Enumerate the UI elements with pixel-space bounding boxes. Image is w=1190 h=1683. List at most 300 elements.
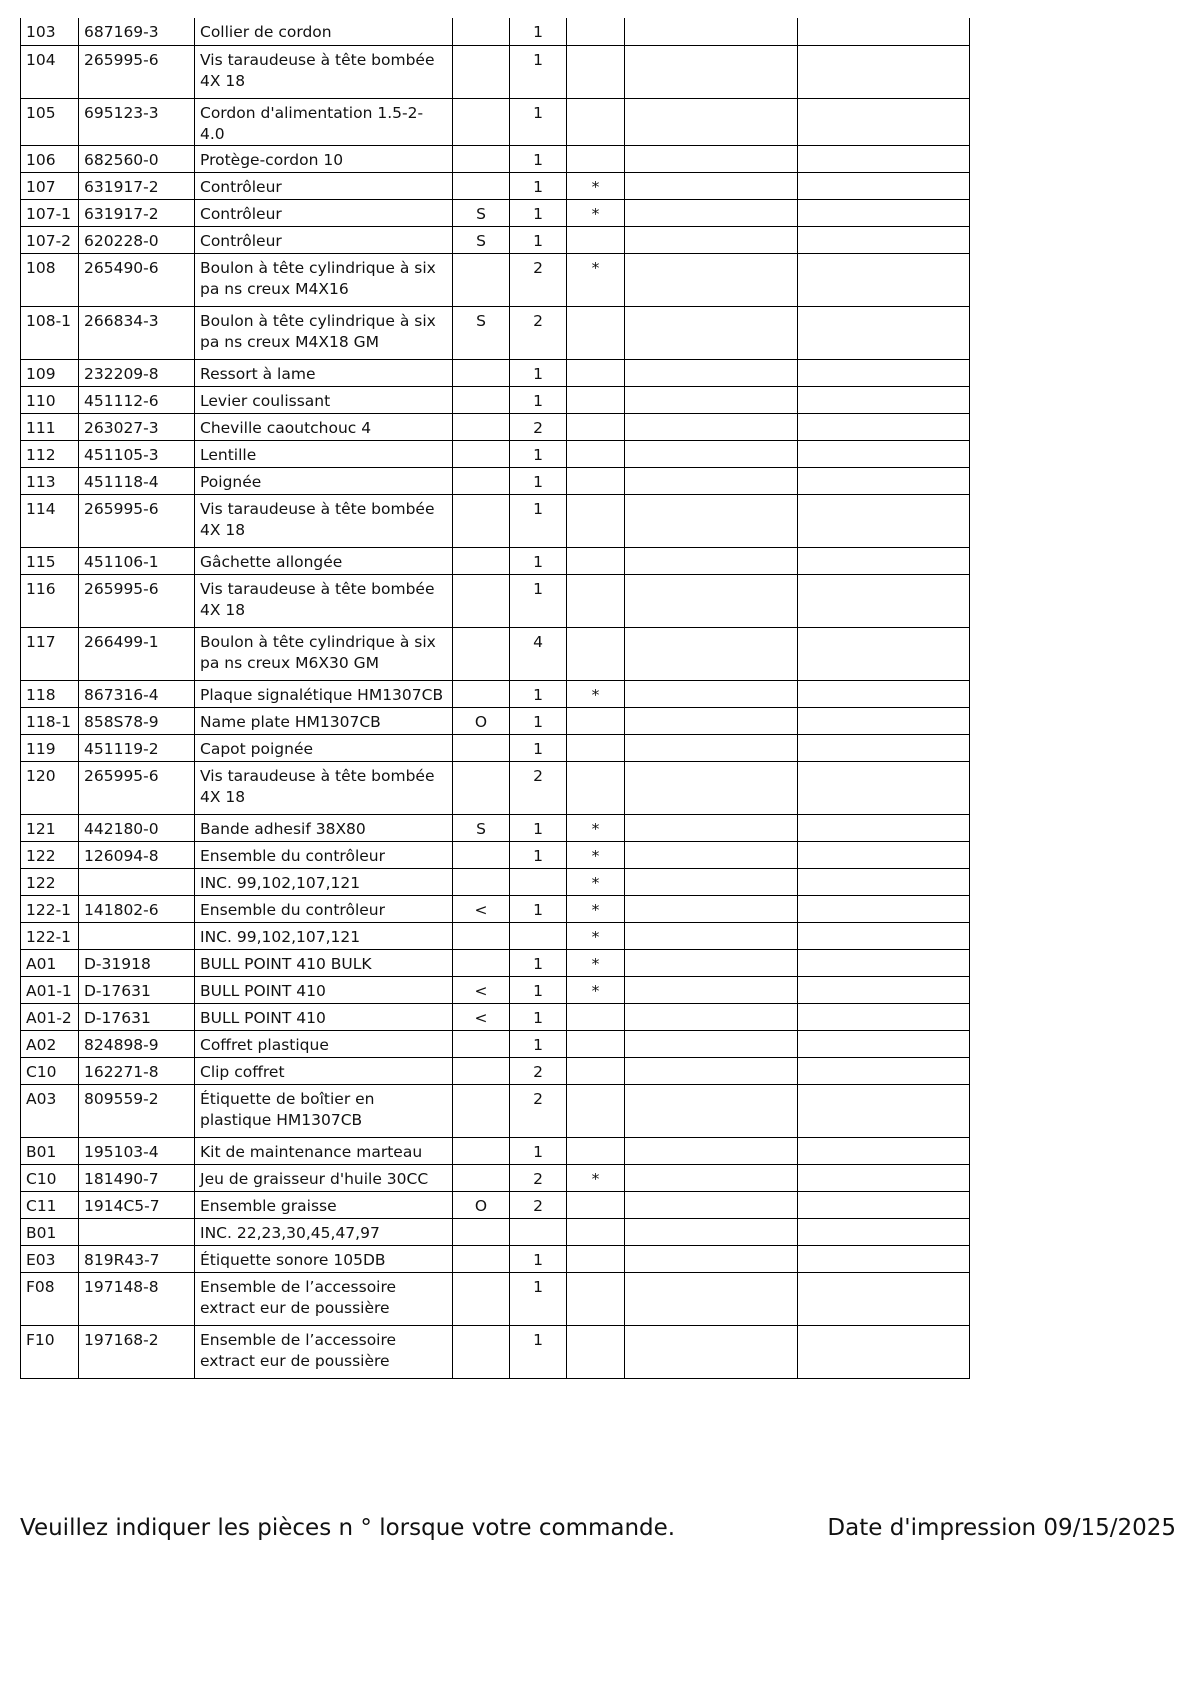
mark-cell: * (567, 922, 625, 949)
item-number-cell: B01 (21, 1218, 79, 1245)
table-row (21, 359, 970, 386)
table-row (21, 1003, 970, 1030)
mark-cell (567, 627, 625, 680)
blank-cell (798, 734, 970, 761)
quantity-cell: 1 (510, 386, 567, 413)
blank-cell (798, 45, 970, 98)
description-cell: Vis taraudeuse à tête bombée 4X 18 (195, 574, 453, 627)
quantity-cell: 1 (510, 976, 567, 1003)
blank-cell (625, 440, 798, 467)
mark-cell (567, 707, 625, 734)
description-cell: Lentille (195, 440, 453, 467)
blank-cell (625, 1137, 798, 1164)
quantity-cell: 4 (510, 627, 567, 680)
part-number-cell: 442180-0 (79, 814, 195, 841)
blank-cell (625, 1030, 798, 1057)
blank-cell (798, 1084, 970, 1137)
table-row (21, 199, 970, 226)
flag-cell (453, 145, 510, 172)
table-row (21, 547, 970, 574)
mark-cell (567, 1191, 625, 1218)
description-cell: Bande adhesif 38X80 (195, 814, 453, 841)
mark-cell (567, 1057, 625, 1084)
part-number-cell: D-17631 (79, 976, 195, 1003)
flag-cell (453, 922, 510, 949)
mark-cell: * (567, 814, 625, 841)
description-cell: Vis taraudeuse à tête bombée 4X 18 (195, 45, 453, 98)
blank-cell (625, 1164, 798, 1191)
blank-cell (798, 199, 970, 226)
blank-cell (625, 386, 798, 413)
blank-cell (625, 734, 798, 761)
description-cell: Ensemble de l’accessoire extract eur de poussière (195, 1272, 453, 1325)
blank-cell (625, 949, 798, 976)
description-cell: Étiquette sonore 105DB (195, 1245, 453, 1272)
description-cell: Boulon à tête cylindrique à six pa ns creux M6X30 GM (195, 627, 453, 680)
part-number-cell: 141802-6 (79, 895, 195, 922)
mark-cell (567, 547, 625, 574)
blank-cell (798, 707, 970, 734)
mark-cell (567, 98, 625, 145)
description-cell: Jeu de graisseur d'huile 30CC (195, 1164, 453, 1191)
part-number-cell: 197148-8 (79, 1272, 195, 1325)
blank-cell (798, 494, 970, 547)
description-cell: Contrôleur (195, 199, 453, 226)
description-cell: Boulon à tête cylindrique à six pa ns creux M4X18 GM (195, 306, 453, 359)
mark-cell: * (567, 199, 625, 226)
item-number-cell: 122-1 (21, 922, 79, 949)
part-number-cell: 867316-4 (79, 680, 195, 707)
item-number-cell: 107-2 (21, 226, 79, 253)
part-number-cell: 162271-8 (79, 1057, 195, 1084)
mark-cell (567, 306, 625, 359)
quantity-cell: 1 (510, 734, 567, 761)
part-number-cell: 451112-6 (79, 386, 195, 413)
mark-cell (567, 45, 625, 98)
flag-cell (453, 172, 510, 199)
quantity-cell: 1 (510, 226, 567, 253)
quantity-cell: 1 (510, 1272, 567, 1325)
description-cell: BULL POINT 410 BULK (195, 949, 453, 976)
quantity-cell (510, 922, 567, 949)
item-number-cell: 113 (21, 467, 79, 494)
table-row (21, 1245, 970, 1272)
blank-cell (625, 547, 798, 574)
part-number-cell: 126094-8 (79, 841, 195, 868)
quantity-cell: 1 (510, 1003, 567, 1030)
table-row (21, 814, 970, 841)
description-cell: INC. 22,23,30,45,47,97 (195, 1218, 453, 1245)
blank-cell (625, 1245, 798, 1272)
item-number-cell: 104 (21, 45, 79, 98)
item-number-cell: 119 (21, 734, 79, 761)
blank-cell (625, 574, 798, 627)
flag-cell (453, 547, 510, 574)
item-number-cell: 112 (21, 440, 79, 467)
blank-cell (798, 814, 970, 841)
part-number-cell: 451106-1 (79, 547, 195, 574)
part-number-cell: 266834-3 (79, 306, 195, 359)
item-number-cell: C10 (21, 1057, 79, 1084)
description-cell: Collier de cordon (195, 18, 453, 45)
blank-cell (798, 1325, 970, 1378)
description-cell: Contrôleur (195, 226, 453, 253)
mark-cell: * (567, 680, 625, 707)
mark-cell (567, 1325, 625, 1378)
mark-cell: * (567, 172, 625, 199)
flag-cell (453, 45, 510, 98)
table-row (21, 734, 970, 761)
item-number-cell: 103 (21, 18, 79, 45)
quantity-cell: 2 (510, 1191, 567, 1218)
item-number-cell: A02 (21, 1030, 79, 1057)
flag-cell (453, 359, 510, 386)
item-number-cell: A01 (21, 949, 79, 976)
part-number-cell: 631917-2 (79, 199, 195, 226)
table-row (21, 1057, 970, 1084)
blank-cell (625, 1057, 798, 1084)
mark-cell (567, 359, 625, 386)
item-number-cell: 122 (21, 841, 79, 868)
description-cell: Clip coffret (195, 1057, 453, 1084)
table-row (21, 98, 970, 145)
blank-cell (798, 1003, 970, 1030)
mark-cell (567, 386, 625, 413)
item-number-cell: C11 (21, 1191, 79, 1218)
item-number-cell: 122-1 (21, 895, 79, 922)
table-row (21, 627, 970, 680)
table-row (21, 18, 970, 45)
blank-cell (625, 627, 798, 680)
quantity-cell: 1 (510, 145, 567, 172)
table-row (21, 895, 970, 922)
flag-cell: O (453, 707, 510, 734)
part-number-cell: 265995-6 (79, 45, 195, 98)
part-number-cell: 265995-6 (79, 494, 195, 547)
part-number-cell: 824898-9 (79, 1030, 195, 1057)
mark-cell (567, 1218, 625, 1245)
part-number-cell: 197168-2 (79, 1325, 195, 1378)
quantity-cell: 2 (510, 761, 567, 814)
quantity-cell: 2 (510, 1057, 567, 1084)
quantity-cell: 1 (510, 895, 567, 922)
flag-cell (453, 761, 510, 814)
table-row (21, 1325, 970, 1378)
description-cell: Contrôleur (195, 172, 453, 199)
blank-cell (798, 306, 970, 359)
item-number-cell: 116 (21, 574, 79, 627)
blank-cell (798, 841, 970, 868)
blank-cell (625, 761, 798, 814)
table-row (21, 841, 970, 868)
item-number-cell: 107 (21, 172, 79, 199)
quantity-cell: 1 (510, 680, 567, 707)
mark-cell (567, 1030, 625, 1057)
blank-cell (625, 467, 798, 494)
flag-cell (453, 949, 510, 976)
mark-cell (567, 413, 625, 440)
flag-cell (453, 1030, 510, 1057)
table-row (21, 145, 970, 172)
mark-cell (567, 574, 625, 627)
table-row (21, 761, 970, 814)
quantity-cell: 2 (510, 1164, 567, 1191)
part-number-cell (79, 868, 195, 895)
blank-cell (625, 680, 798, 707)
blank-cell (798, 922, 970, 949)
flag-cell (453, 627, 510, 680)
part-number-cell: 451105-3 (79, 440, 195, 467)
mark-cell (567, 467, 625, 494)
quantity-cell: 1 (510, 949, 567, 976)
blank-cell (798, 440, 970, 467)
blank-cell (625, 1084, 798, 1137)
part-number-cell: 451118-4 (79, 467, 195, 494)
quantity-cell: 1 (510, 494, 567, 547)
blank-cell (625, 253, 798, 306)
description-cell: BULL POINT 410 (195, 1003, 453, 1030)
item-number-cell: 108 (21, 253, 79, 306)
blank-cell (798, 761, 970, 814)
blank-cell (625, 306, 798, 359)
mark-cell: * (567, 868, 625, 895)
flag-cell (453, 386, 510, 413)
part-number-cell: 266499-1 (79, 627, 195, 680)
blank-cell (625, 45, 798, 98)
mark-cell: * (567, 841, 625, 868)
parts-table (20, 18, 970, 1379)
flag-cell (453, 1164, 510, 1191)
description-cell: Ensemble de l’accessoire extract eur de poussière (195, 1325, 453, 1378)
item-number-cell: F08 (21, 1272, 79, 1325)
item-number-cell: A03 (21, 1084, 79, 1137)
table-row (21, 306, 970, 359)
part-number-cell: D-31918 (79, 949, 195, 976)
flag-cell (453, 413, 510, 440)
description-cell: Vis taraudeuse à tête bombée 4X 18 (195, 761, 453, 814)
table-row (21, 386, 970, 413)
mark-cell (567, 440, 625, 467)
blank-cell (798, 1191, 970, 1218)
part-number-cell: 232209-8 (79, 359, 195, 386)
blank-cell (625, 707, 798, 734)
blank-cell (798, 976, 970, 1003)
table-row (21, 949, 970, 976)
flag-cell (453, 1325, 510, 1378)
blank-cell (625, 18, 798, 45)
blank-cell (625, 359, 798, 386)
blank-cell (625, 1272, 798, 1325)
part-number-cell: 451119-2 (79, 734, 195, 761)
flag-cell (453, 440, 510, 467)
blank-cell (625, 226, 798, 253)
print-date: Date d'impression 09/15/2025 (827, 1515, 1176, 1541)
flag-cell: S (453, 226, 510, 253)
blank-cell (625, 494, 798, 547)
description-cell: Ressort à lame (195, 359, 453, 386)
description-cell: Coffret plastique (195, 1030, 453, 1057)
blank-cell (798, 1218, 970, 1245)
part-number-cell: 265490-6 (79, 253, 195, 306)
item-number-cell: 118-1 (21, 707, 79, 734)
item-number-cell: F10 (21, 1325, 79, 1378)
flag-cell (453, 98, 510, 145)
description-cell: Cordon d'alimentation 1.5-2-4.0 (195, 98, 453, 145)
quantity-cell (510, 868, 567, 895)
description-cell: Name plate HM1307CB (195, 707, 453, 734)
flag-cell (453, 841, 510, 868)
mark-cell: * (567, 1164, 625, 1191)
table-row (21, 467, 970, 494)
flag-cell: < (453, 976, 510, 1003)
blank-cell (625, 199, 798, 226)
mark-cell (567, 494, 625, 547)
flag-cell: S (453, 306, 510, 359)
mark-cell (567, 1003, 625, 1030)
blank-cell (625, 922, 798, 949)
flag-cell: O (453, 1191, 510, 1218)
mark-cell (567, 1272, 625, 1325)
table-row (21, 413, 970, 440)
description-cell: Cheville caoutchouc 4 (195, 413, 453, 440)
mark-cell: * (567, 949, 625, 976)
part-number-cell: 809559-2 (79, 1084, 195, 1137)
flag-cell (453, 253, 510, 306)
description-cell: Protège-cordon 10 (195, 145, 453, 172)
blank-cell (798, 226, 970, 253)
table-row (21, 1084, 970, 1137)
part-number-cell: 858S78-9 (79, 707, 195, 734)
quantity-cell: 1 (510, 45, 567, 98)
item-number-cell: 106 (21, 145, 79, 172)
blank-cell (798, 868, 970, 895)
part-number-cell (79, 1218, 195, 1245)
item-number-cell: 105 (21, 98, 79, 145)
description-cell: Levier coulissant (195, 386, 453, 413)
item-number-cell: 111 (21, 413, 79, 440)
blank-cell (798, 172, 970, 199)
table-row (21, 440, 970, 467)
mark-cell (567, 734, 625, 761)
mark-cell (567, 761, 625, 814)
quantity-cell: 1 (510, 1137, 567, 1164)
part-number-cell (79, 922, 195, 949)
mark-cell (567, 226, 625, 253)
mark-cell: * (567, 976, 625, 1003)
item-number-cell: B01 (21, 1137, 79, 1164)
quantity-cell (510, 1218, 567, 1245)
mark-cell (567, 1084, 625, 1137)
item-number-cell: 122 (21, 868, 79, 895)
blank-cell (798, 1030, 970, 1057)
blank-cell (625, 1003, 798, 1030)
part-number-cell: 265995-6 (79, 761, 195, 814)
flag-cell: S (453, 199, 510, 226)
quantity-cell: 1 (510, 1030, 567, 1057)
mark-cell (567, 1245, 625, 1272)
description-cell: INC. 99,102,107,121 (195, 868, 453, 895)
table-row (21, 922, 970, 949)
table-row (21, 680, 970, 707)
blank-cell (798, 949, 970, 976)
quantity-cell: 1 (510, 1245, 567, 1272)
quantity-cell: 1 (510, 18, 567, 45)
description-cell: Gâchette allongée (195, 547, 453, 574)
blank-cell (625, 1191, 798, 1218)
quantity-cell: 1 (510, 547, 567, 574)
blank-cell (798, 253, 970, 306)
quantity-cell: 1 (510, 172, 567, 199)
item-number-cell: 109 (21, 359, 79, 386)
blank-cell (625, 413, 798, 440)
blank-cell (798, 1057, 970, 1084)
description-cell: Poignée (195, 467, 453, 494)
description-cell: Étiquette de boîtier en plastique HM1307CB (195, 1084, 453, 1137)
quantity-cell: 1 (510, 98, 567, 145)
description-cell: Vis taraudeuse à tête bombée 4X 18 (195, 494, 453, 547)
part-number-cell: 819R43-7 (79, 1245, 195, 1272)
mark-cell: * (567, 253, 625, 306)
part-number-cell: 631917-2 (79, 172, 195, 199)
quantity-cell: 2 (510, 306, 567, 359)
blank-cell (798, 627, 970, 680)
description-cell: INC. 99,102,107,121 (195, 922, 453, 949)
blank-cell (798, 547, 970, 574)
quantity-cell: 2 (510, 413, 567, 440)
flag-cell (453, 868, 510, 895)
table-row (21, 1137, 970, 1164)
part-number-cell: 682560-0 (79, 145, 195, 172)
flag-cell (453, 1057, 510, 1084)
blank-cell (798, 1137, 970, 1164)
flag-cell (453, 494, 510, 547)
mark-cell (567, 1137, 625, 1164)
table-row (21, 253, 970, 306)
mark-cell (567, 145, 625, 172)
blank-cell (625, 895, 798, 922)
item-number-cell: 108-1 (21, 306, 79, 359)
table-row (21, 45, 970, 98)
blank-cell (798, 18, 970, 45)
item-number-cell: 117 (21, 627, 79, 680)
flag-cell (453, 680, 510, 707)
blank-cell (625, 841, 798, 868)
table-row (21, 172, 970, 199)
description-cell: Ensemble graisse (195, 1191, 453, 1218)
blank-cell (625, 98, 798, 145)
table-row (21, 707, 970, 734)
description-cell: Plaque signalétique HM1307CB (195, 680, 453, 707)
quantity-cell: 1 (510, 1325, 567, 1378)
quantity-cell: 1 (510, 814, 567, 841)
item-number-cell: 120 (21, 761, 79, 814)
quantity-cell: 1 (510, 467, 567, 494)
description-cell: BULL POINT 410 (195, 976, 453, 1003)
quantity-cell: 1 (510, 707, 567, 734)
table-row (21, 494, 970, 547)
quantity-cell: 1 (510, 359, 567, 386)
description-cell: Kit de maintenance marteau (195, 1137, 453, 1164)
flag-cell (453, 1137, 510, 1164)
blank-cell (798, 1245, 970, 1272)
blank-cell (798, 895, 970, 922)
table-row (21, 868, 970, 895)
blank-cell (798, 145, 970, 172)
table-row (21, 976, 970, 1003)
mark-cell (567, 18, 625, 45)
blank-cell (798, 467, 970, 494)
item-number-cell: 110 (21, 386, 79, 413)
